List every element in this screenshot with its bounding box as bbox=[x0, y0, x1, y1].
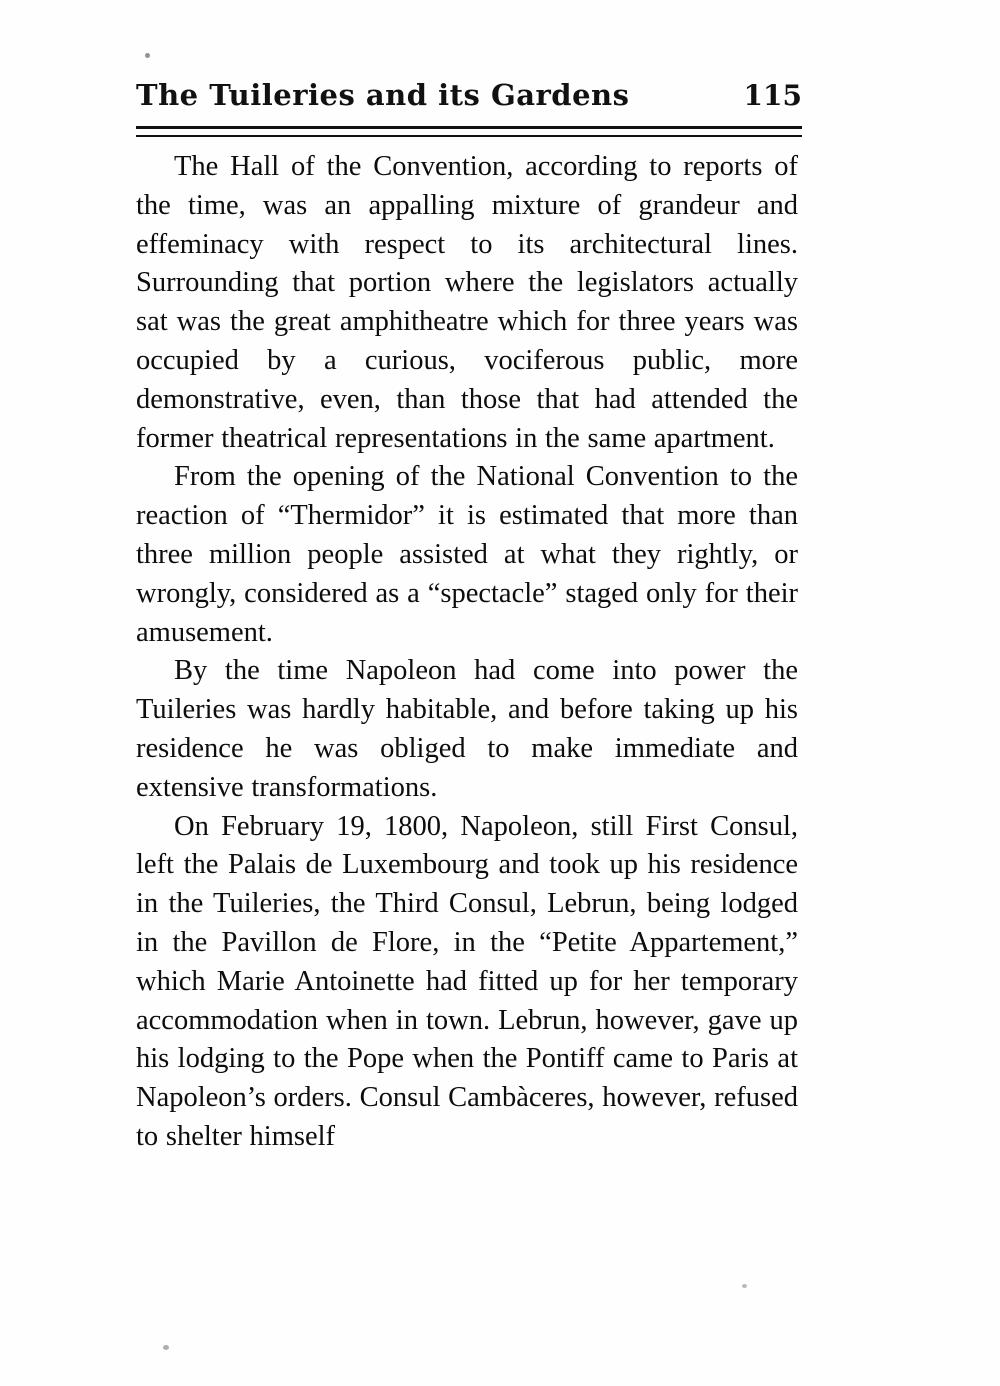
page-body bbox=[136, 148, 798, 1157]
scan-speck bbox=[145, 53, 150, 58]
page-number: 115 bbox=[743, 79, 802, 112]
scan-speck bbox=[742, 1284, 747, 1288]
page-header bbox=[136, 78, 802, 112]
header-rule bbox=[136, 126, 802, 137]
paragraph: The Hall of the Convention, according to reports of the time, was an appalling mixture of grandeur and effeminacy with respect to its architectural lines. Surrounding that portion where the legislators actually sat was the great amphitheatre which for three years was occupied by a curious, vociferous public, more demonstrative, even, than those that had attended the former theatrical representations in the same apartment. bbox=[136, 151, 798, 454]
paragraph: On February 19, 1800, Napoleon, still First Consul, left the Palais de Luxembourg and took up his residence in the Tuileries, the Third Consul, Lebrun, being lodged in the Pavillon de Flore, in the “Petite Appartement,” which Marie Antoinette had fitted up for her temporary accommodation when in town. Lebrun, however, gave up his lodging to the Pope when the Pontiff came to Paris at Napoleon’s orders. Consul Cambàceres, however, refused to shelter himself bbox=[136, 810, 798, 1152]
paragraph: By the time Napoleon had come into power the Tuileries was hardly habitable, and before taking up his residence he was obliged to make immediate and extensive transformations. bbox=[136, 655, 798, 803]
running-title: The Tuileries and its Gardens bbox=[136, 78, 630, 112]
paragraph: From the opening of the National Convention to the reaction of “Thermidor” it is estimated that more than three million people assisted at what they rightly, or wrongly, considered as a “spectacle” staged only for their amusement. bbox=[136, 461, 798, 648]
scan-speck bbox=[163, 1345, 169, 1350]
